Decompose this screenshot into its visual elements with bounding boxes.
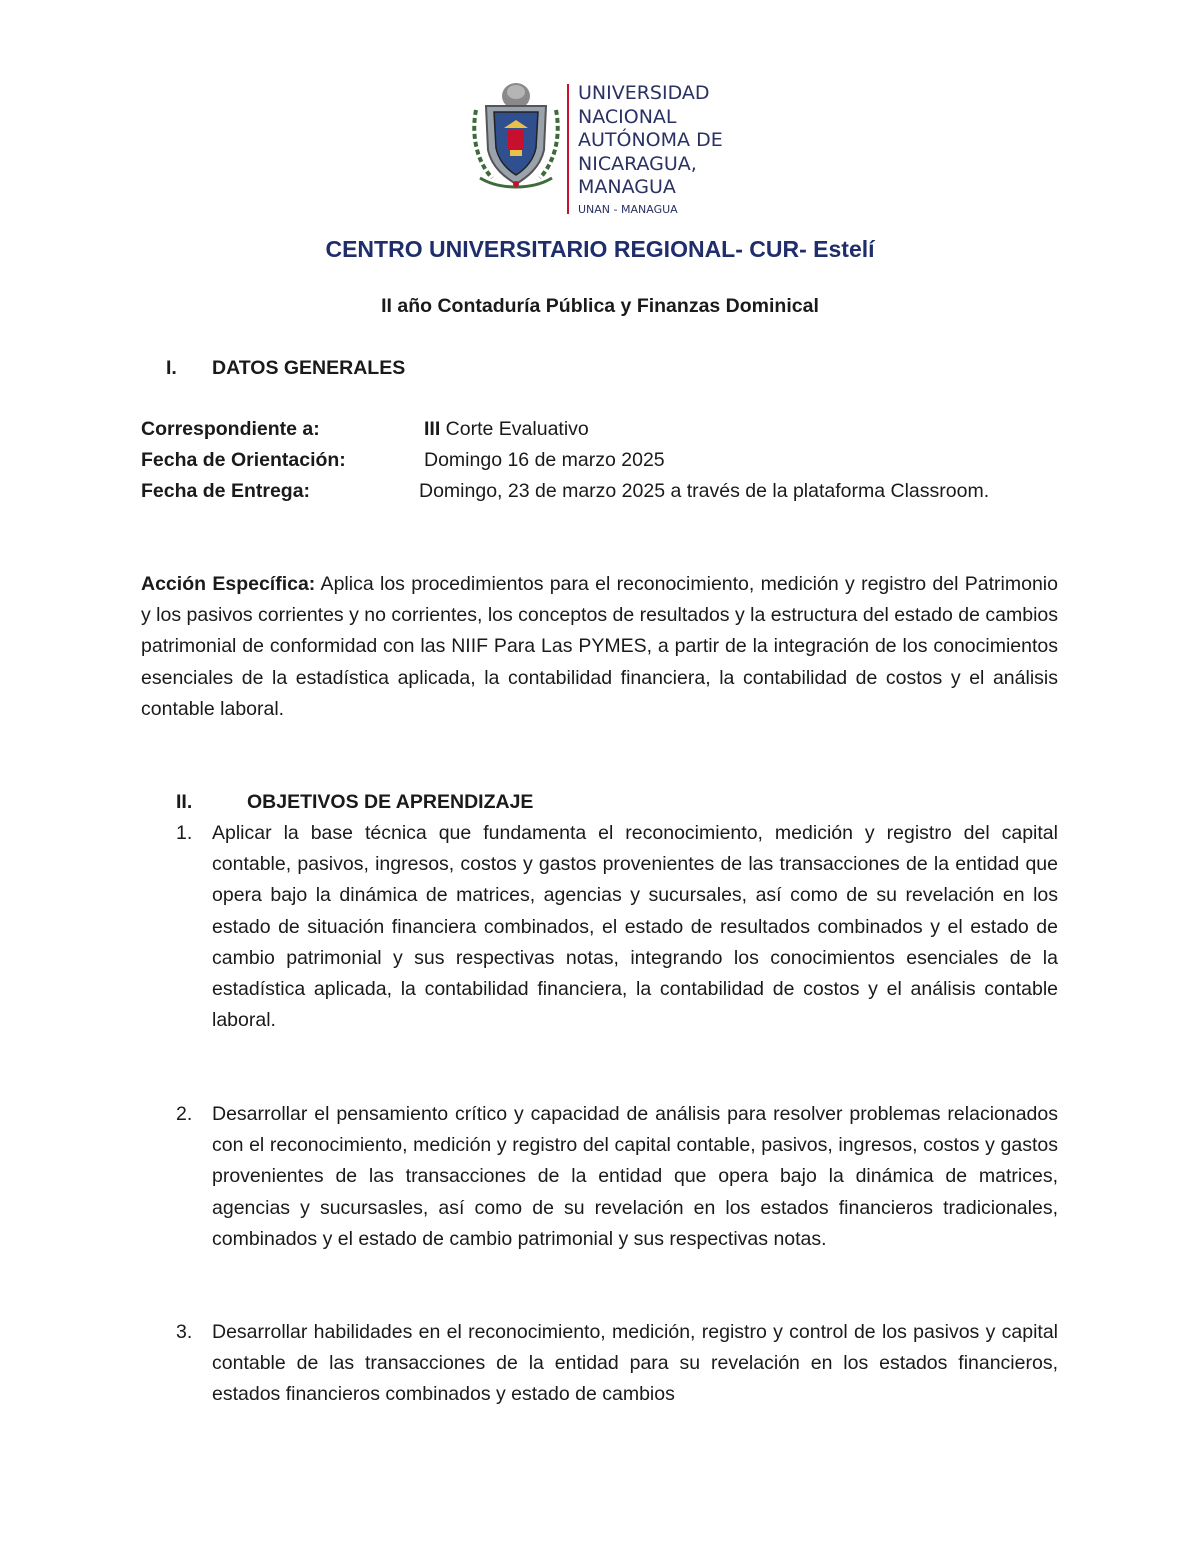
section-title: OBJETIVOS DE APRENDIZAJE	[247, 791, 534, 813]
university-abbreviation: UNAN - MANAGUA	[578, 203, 678, 216]
accion-especifica	[141, 569, 1058, 725]
university-name	[578, 82, 758, 200]
accion-especifica-text: Aplica los procedimientos para el reconocimiento, medición y registro del Patrimonio y los pasivos corrientes y no corrientes, los conceptos de resultados y la estructura del estado de cambios patrimonial de conformidad con las NIIF Para Las PYMES, a partir de la integración de los conocimientos esenciales de la estadística aplicada, la contabilidad financiera, la contabilidad de costos y el análisis contable laboral.	[141, 573, 1058, 720]
section-title: DATOS GENERALES	[212, 357, 406, 379]
datos-value	[424, 414, 589, 445]
page-title: CENTRO UNIVERSITARIO REGIONAL- CUR- Estelí	[325, 236, 875, 262]
list-item-text: Aplicar la base técnica que fundamenta el reconocimiento, medición y registro del capital contable, pasivos, ingresos, costos y gastos provenientes de las transacciones de la entidad que opera bajo la dinámica de matrices, agencias y sucursales, así como de su revelación en los estado de situación financiera combinados, el estado de resultados combinados y el estado de cambio patrimonial y sus respectivas notas, integrando los conocimientos esenciales de la estadística aplicada, la contabilidad financiera, la contabilidad de costos y el análisis contable laboral.	[212, 822, 1058, 1032]
datos-row-orientacion	[141, 445, 1061, 476]
university-name-line: UNIVERSIDAD	[578, 82, 710, 104]
accion-especifica-label: Acción Específica:	[141, 573, 316, 595]
section-number: I.	[166, 357, 177, 379]
section-number: II.	[176, 791, 193, 813]
list-item-number: 3.	[176, 1321, 193, 1343]
logo-divider	[567, 84, 569, 214]
university-logo	[470, 80, 740, 220]
datos-value-text: Corte Evaluativo	[440, 418, 589, 440]
datos-label: Fecha de Orientación:	[141, 449, 346, 471]
section-heading-datos-generales	[166, 357, 566, 383]
datos-label: Fecha de Entrega:	[141, 480, 311, 502]
datos-value: Domingo 16 de marzo 2025	[424, 449, 665, 471]
university-name-line: NACIONAL	[578, 105, 677, 128]
university-seal-icon	[470, 80, 562, 192]
datos-generales-table	[141, 414, 1061, 538]
section-heading-objetivos	[176, 791, 676, 817]
list-item-number: 1.	[176, 822, 193, 844]
datos-value: Domingo, 23 de marzo 2025 a través de la plataforma Classroom.	[419, 480, 990, 502]
list-item-text: Desarrollar el pensamiento crítico y capacidad de análisis para resolver problemas relacionados con el reconocimiento, medición y registro del capital contable, pasivos, ingresos, costos y gastos provenientes de las transacciones de la entidad que opera bajo la dinámica de matrices, agencias y sucursasles, así como de su revelación en los estados financieros tradicionales, combinados y el estado de cambio patrimonial y sus respectivas notas.	[212, 1103, 1058, 1250]
datos-row-entrega	[141, 476, 1061, 538]
datos-label: Correspondiente a:	[141, 418, 320, 440]
page-subtitle: II año Contaduría Pública y Finanzas Dominical	[381, 295, 819, 317]
university-name-line: MANAGUA	[578, 176, 676, 198]
datos-value-bold: III	[424, 418, 441, 440]
university-name-line: AUTÓNOMA DE	[578, 129, 723, 151]
datos-row-correspondiente	[141, 414, 1061, 445]
list-item-number: 2.	[176, 1103, 193, 1125]
list-item-text: Desarrollar habilidades en el reconocimiento, medición, registro y control de los pasivos y capital contable de las transacciones de la entidad para su revelación en los estados financieros, estados financieros combinados y estado de cambios	[212, 1321, 1058, 1406]
university-name-line: NICARAGUA,	[578, 152, 697, 175]
